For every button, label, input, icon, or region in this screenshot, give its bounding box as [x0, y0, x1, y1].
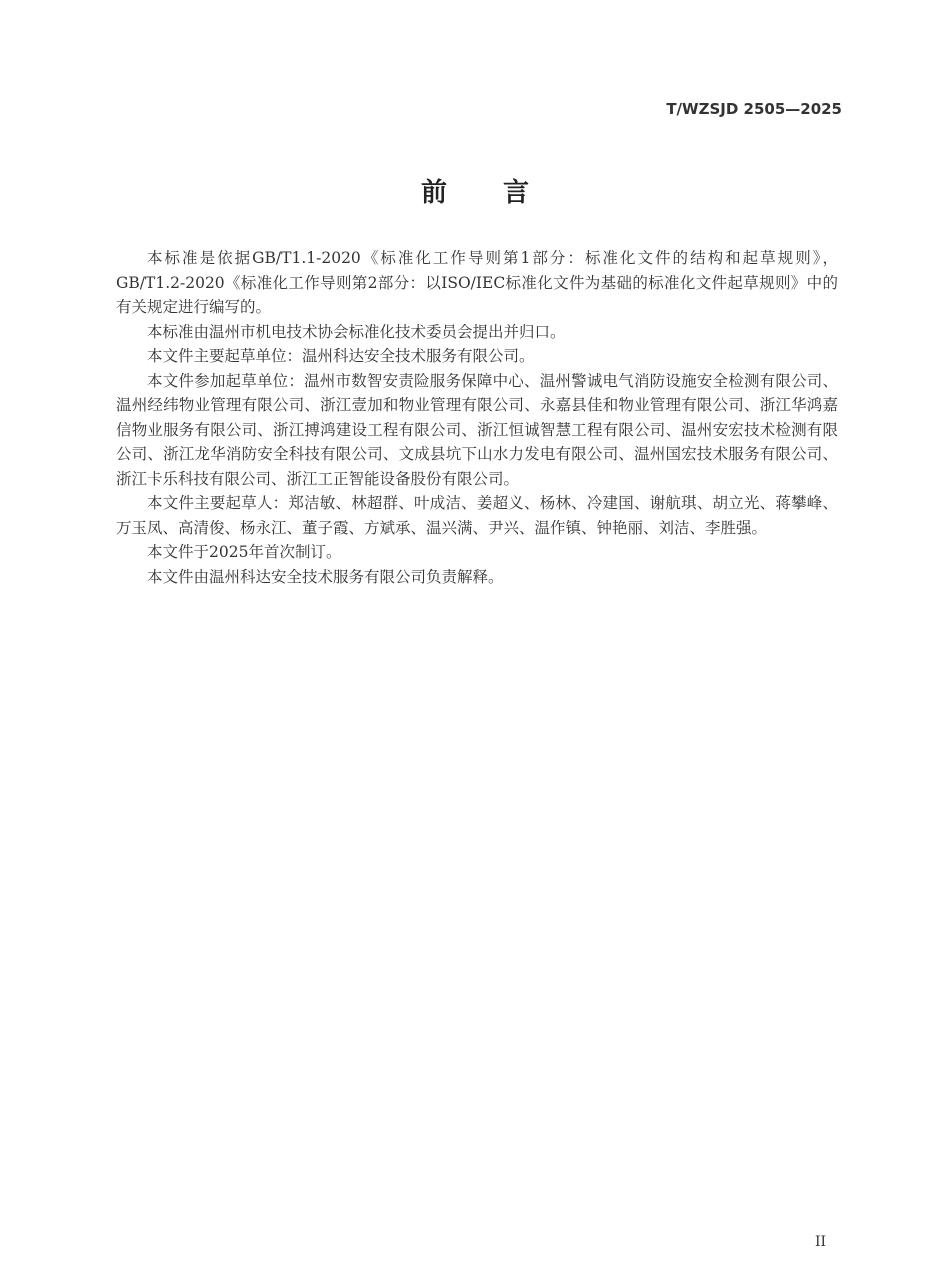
- page-number: II: [814, 1234, 826, 1250]
- page-title: 前言: [420, 178, 585, 208]
- paragraph-drafters: 本文件主要起草人：郑洁敏、林超群、叶成洁、姜超义、杨林、冷建国、谢航琪、胡立光、蒋攀峰、万玉凤、高清俊、杨永江、董子霞、方斌承、温兴满、尹兴、温作镇、钟艳丽、刘洁、李胜强。: [116, 494, 838, 537]
- paragraph-first-edition: 本文件于2025年首次制订。: [147, 543, 342, 561]
- paragraph-proposer: 本标准由温州市机电技术协会标准化技术委员会提出并归口。: [147, 322, 566, 341]
- foreword-body: [116, 246, 838, 589]
- paragraph-main-drafter-unit: 本文件主要起草单位：温州科达安全技术服务有限公司。: [147, 347, 535, 365]
- paragraph-participating-units: 本文件参加起草单位：温州市数智安责险服务保障中心、温州警诚电气消防设施安全检测有限公司、温州经纬物业管理有限公司、浙江壹加和物业管理有限公司、永嘉县佳和物业管理有限公司、浙江华鸿嘉信物业服务有限公司、浙江搏鸿建设工程有限公司、浙江恒诚智慧工程有限公司、温州安宏技术检测有限公司、浙江龙华消防安全科技有限公司、文成县坑下山水力发电有限公司、温州国宏技术服务有限公司、浙江卡乐科技有限公司、浙江工正智能设备股份有限公司。: [116, 371, 838, 488]
- document-code: T/WZSJD 2505—2025: [666, 100, 842, 118]
- paragraph-interpretation: 本文件由温州科达安全技术服务有限公司负责解释。: [147, 567, 504, 586]
- paragraph-basis: 本标准是依据GB/T1.1-2020《标准化工作导则第1部分：标准化文件的结构和起草规则》，GB/T1.2-2020《标准化工作导则第2部分：以ISO/IEC标准化文件为基础的标准化文件起草规则》中的有关规定进行编写的。: [116, 249, 838, 316]
